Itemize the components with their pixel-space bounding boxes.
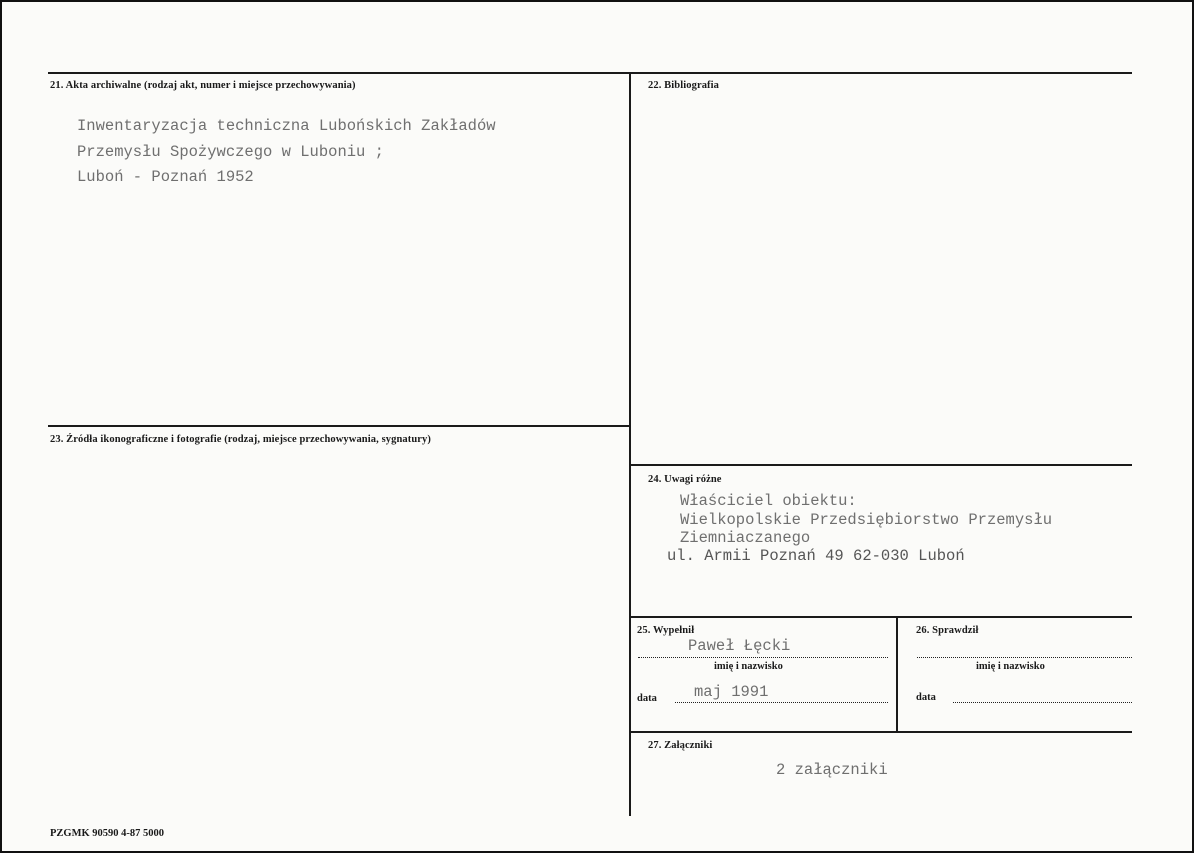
section-21-line-2: Przemysłu Spożywczego w Luboniu ; <box>77 143 384 161</box>
center-divider <box>629 74 631 816</box>
divider-25-26 <box>896 618 898 732</box>
section-24-line-3: Ziemniaczanego <box>680 529 811 547</box>
rule-24-25 <box>631 616 1132 618</box>
section-24-line-2: Wielkopolskie Przedsiębiorstwo Przemysłu <box>680 511 1053 529</box>
checked-by-name-line <box>917 657 1132 658</box>
attachments-value: 2 załączniki <box>776 761 888 779</box>
section-27-label: 27. Załączniki <box>648 740 713 751</box>
rule-22-24 <box>631 464 1132 466</box>
section-26-label: 26. Sprawdził <box>916 625 979 636</box>
rule-25-27 <box>631 731 1132 733</box>
filled-by-name-caption: imię i nazwisko <box>714 661 783 672</box>
section-21-line-3: Luboń - Poznań 1952 <box>77 168 254 186</box>
checked-by-name-caption: imię i nazwisko <box>976 661 1045 672</box>
filled-by-name-line <box>638 657 888 658</box>
filled-by-date-label: data <box>637 693 657 704</box>
filled-by-name: Paweł Łęcki <box>688 637 791 655</box>
section-25-label: 25. Wypełnił <box>637 625 695 636</box>
section-24-label: 24. Uwagi różne <box>648 474 722 485</box>
section-24-line-4: ul. Armii Poznań 49 62-030 Luboń <box>667 547 965 565</box>
checked-by-date-label: data <box>916 692 936 703</box>
rule-21-23 <box>48 425 629 427</box>
section-24-line-1: Właściciel obiektu: <box>680 492 857 510</box>
filled-by-date-line <box>675 702 888 703</box>
section-21-label: 21. Akta archiwalne (rodzaj akt, numer i miejsce przechowywania) <box>50 80 356 91</box>
filled-by-date: maj 1991 <box>694 683 769 701</box>
print-code: PZGMK 90590 4-87 5000 <box>50 828 165 839</box>
checked-by-date-line <box>953 702 1132 703</box>
section-22-label: 22. Bibliografia <box>648 80 720 91</box>
section-21-line-1: Inwentaryzacja techniczna Lubońskich Zakładów <box>77 117 496 135</box>
section-23-label: 23. Źródła ikonograficzne i fotografie (rodzaj, miejsce przechowywania, sygnatury) <box>50 434 431 445</box>
top-rule <box>48 72 1132 74</box>
